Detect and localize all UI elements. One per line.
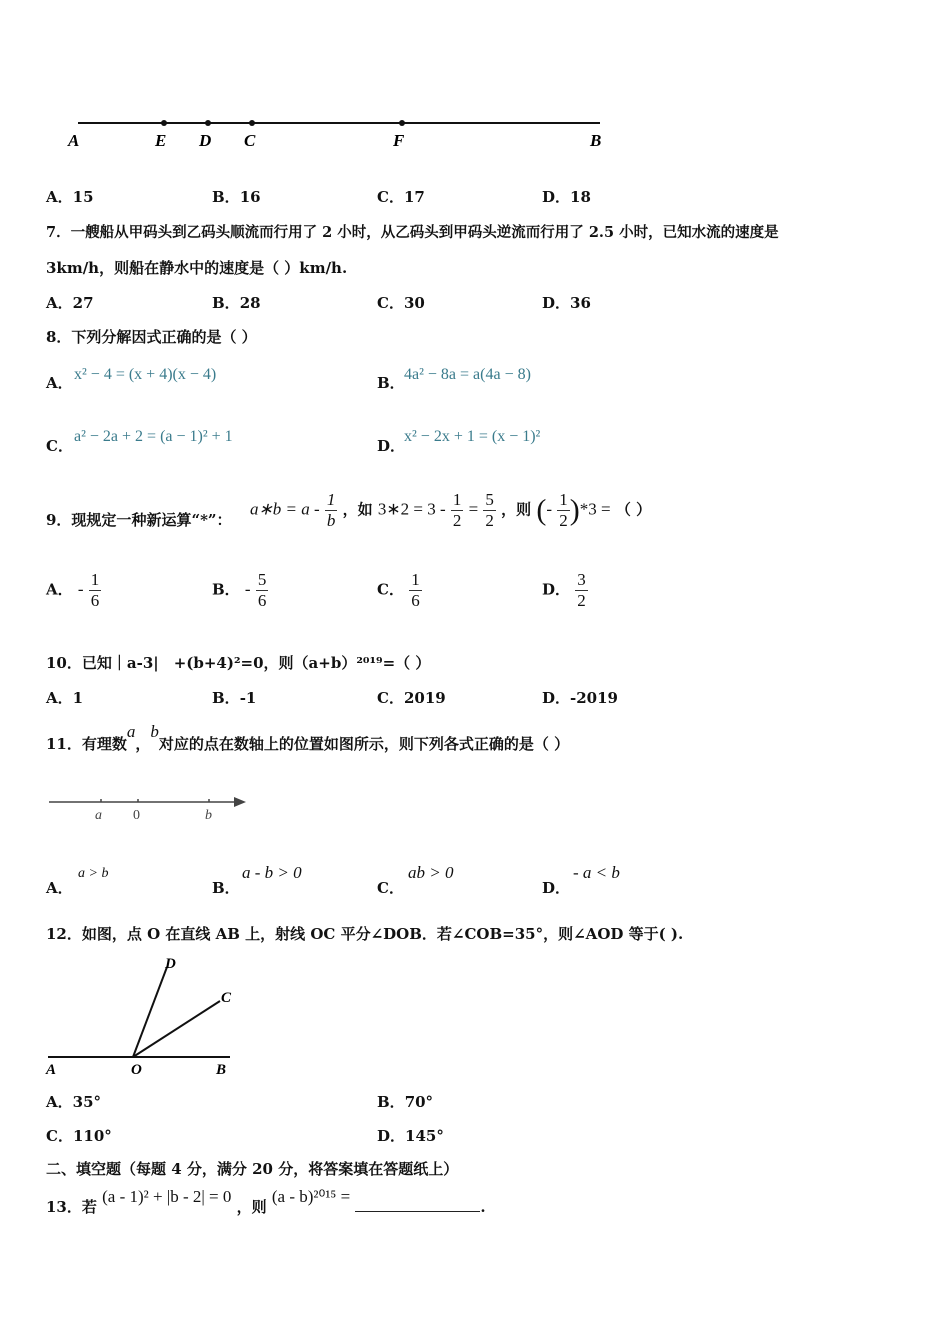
q9-definition: a∗b = a - $\frac{1}{b}$ ，如 3∗2 = 3 - $\frac{1}{2}$ = $\frac{5}{2}$ ，则 (- $\frac{1}{2}$ )*3 = （ ） [250,490,652,530]
q9-option-a[interactable]: A． - $\frac{1}{6}$ [46,570,100,610]
q11-option-d-label[interactable]: D． [542,879,571,897]
q11-option-b-label[interactable]: B． [212,879,240,897]
q7-option-c[interactable]: C．30 [377,294,425,312]
q8-option-b-label[interactable]: B． [377,374,405,392]
section-heading: 二、填空题（每题 4 分，满分 20 分，将答案填在答题纸上） [46,1160,459,1178]
q13-answer-blank[interactable] [355,1197,480,1212]
q7-stem-line1: 7．一艘船从甲码头到乙码头顺流而行用了 2 小时，从乙码头到甲码头逆流而行用了 2.5 小时，已知水流的速度是 [46,224,779,241]
q8-option-c-label[interactable]: C． [46,437,73,455]
q10-option-a[interactable]: A．1 [46,689,84,707]
q8-option-a-formula: x² − 4 = (x + 4)(x − 4) [74,366,217,383]
point-label-d: D [199,131,212,150]
q9-option-c[interactable]: C． $\frac{1}{6}$ [377,570,420,610]
q11-option-a-expr: a > b [78,866,109,881]
q7-option-b[interactable]: B．28 [212,294,261,312]
q11-option-c-expr: ab > 0 [408,863,454,882]
q11-number-line [46,790,256,830]
q11-option-b-expr: a - b > 0 [242,863,302,882]
q9-stem-prefix: 9．现规定一种新运算“*”： [46,511,232,529]
fig-label-o: O [131,1062,142,1078]
point-label-f: F [393,131,405,150]
q6-option-a[interactable]: A．15 [46,188,94,206]
q12-stem: 12．如图，点 O 在直线 AB 上，射线 OC 平分∠DOB．若∠COB=35°，则∠AOD 等于( ). [46,925,684,943]
point-label-e: E [155,131,167,150]
axis-label-a: a [95,808,102,823]
axis-label-b: b [205,808,212,823]
q6-option-d[interactable]: D．18 [542,188,591,206]
q10-option-c[interactable]: C．2019 [377,689,446,707]
q12-option-b[interactable]: B．70° [377,1093,434,1111]
q6-option-b[interactable]: B．16 [212,188,261,206]
axis-label-0: 0 [133,808,140,823]
q8-option-d-formula: x² − 2x + 1 = (x − 1)² [404,428,541,445]
q11-option-a-label[interactable]: A． [46,879,73,897]
point-label-b: B [590,131,602,150]
q8-option-a-label[interactable]: A． [46,374,73,392]
q11-stem: 11．有理数a，b对应的点在数轴上的位置如图所示，则下列各式正确的是（ ） [46,722,570,753]
q8-option-c-formula: a² − 2a + 2 = (a − 1)² + 1 [74,428,233,445]
q12-option-d[interactable]: D．145° [377,1127,444,1145]
q6-option-c[interactable]: C．17 [377,188,425,206]
q10-option-b[interactable]: B．-1 [212,689,257,707]
q9-option-b[interactable]: B． - $\frac{5}{6}$ [212,570,267,610]
q12-angle-figure [40,950,250,1080]
fig-label-b: B [216,1062,227,1078]
point-label-c: C [244,131,256,150]
q7-stem-line2: 3km/h，则船在静水中的速度是（ ）km/h. [46,259,348,277]
fig-label-c: C [221,990,232,1006]
q7-option-d[interactable]: D．36 [542,294,591,312]
point-label-a: A [68,131,80,150]
q8-option-d-label[interactable]: D． [377,437,406,455]
q8-stem: 8．下列分解因式正确的是（ ） [46,328,257,346]
q9-option-d[interactable]: D． $\frac{3}{2}$ [542,570,586,610]
q8-option-b-formula: 4a² − 8a = a(4a − 8) [404,366,531,383]
fig-label-a: A [46,1062,57,1078]
q10-stem: 10．已知｜a-3| +(b+4)²=0，则（a+b）²⁰¹⁹=（ ） [46,654,431,672]
fig-label-d: D [165,956,176,972]
q13-stem: 13．若 (a - 1)² + |b - 2| = 0 ，则 (a - b)²⁰¹⁵ = . [46,1187,486,1216]
q11-option-d-expr: - a < b [573,863,620,882]
q11-option-c-label[interactable]: C． [377,879,404,897]
q10-option-d[interactable]: D．-2019 [542,689,618,707]
q7-option-a[interactable]: A．27 [46,294,94,312]
q12-option-a[interactable]: A．35° [46,1093,102,1111]
q6-segment-figure [60,108,620,158]
q12-option-c[interactable]: C．110° [46,1127,112,1145]
